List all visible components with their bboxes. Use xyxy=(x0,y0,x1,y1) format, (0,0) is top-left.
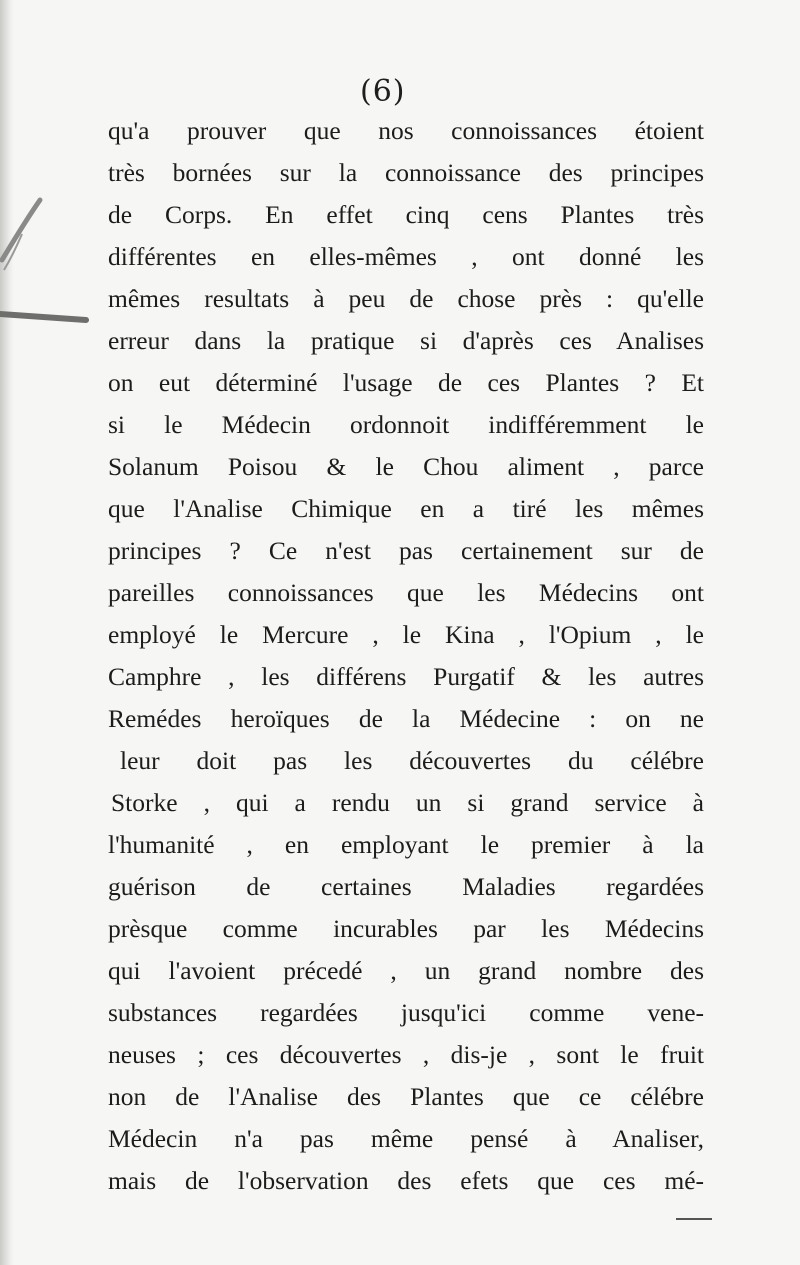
text-line: Storke , qui a rendu un si grand service à xyxy=(111,788,704,817)
binding-thread-icon xyxy=(0,190,90,350)
text-line: différentes en elles-mêmes , ont donné les xyxy=(108,242,704,271)
text-line: neuses ; ces découvertes , dis-je , sont le fruit xyxy=(108,1040,704,1069)
text-line: non de l'Analise des Plantes que ce célébre xyxy=(108,1082,704,1111)
text-line: qui l'avoient précedé , un grand nombre des xyxy=(108,956,704,985)
page-number: (6) xyxy=(360,74,406,109)
text-line: si le Médecin ordonnoit indifféremment le xyxy=(108,410,704,439)
text-line: employé le Mercure , le Kina , l'Opium , le xyxy=(108,620,704,649)
text-line: mais de l'observation des efets que ces mé- xyxy=(108,1166,704,1195)
text-line: substances regardées jusqu'ici comme vene- xyxy=(108,998,704,1027)
text-line: qu'a prouver que nos connoissances étoient xyxy=(108,116,704,145)
footer-rule xyxy=(676,1218,712,1220)
text-line: Remédes heroïques de la Médecine : on ne xyxy=(108,704,704,733)
text-line: l'humanité , en employant le premier à la xyxy=(108,830,704,859)
text-line: leur doit pas les découvertes du célébre xyxy=(120,746,704,775)
body-text xyxy=(108,110,704,1202)
text-line: guérison de certaines Maladies regardées xyxy=(108,872,704,901)
text-line: que l'Analise Chimique en a tiré les mêmes xyxy=(108,494,704,523)
text-line: erreur dans la pratique si d'après ces Analises xyxy=(108,326,704,355)
text-line: Camphre , les différens Purgatif & les autres xyxy=(108,662,704,691)
text-line: de Corps. En effet cinq cens Plantes très xyxy=(108,200,704,229)
text-line: on eut déterminé l'usage de ces Plantes ? Et xyxy=(108,368,704,397)
text-line: prèsque comme incurables par les Médecins xyxy=(108,914,704,943)
text-line: Solanum Poisou & le Chou aliment , parce xyxy=(108,452,704,481)
text-line: principes ? Ce n'est pas certainement sur de xyxy=(108,536,704,565)
text-line: Médecin n'a pas même pensé à Analiser, xyxy=(108,1124,704,1153)
text-line: très bornées sur la connoissance des principes xyxy=(108,158,704,187)
text-line: mêmes resultats à peu de chose près : qu'elle xyxy=(108,284,704,313)
text-line: pareilles connoissances que les Médecins ont xyxy=(108,578,704,607)
